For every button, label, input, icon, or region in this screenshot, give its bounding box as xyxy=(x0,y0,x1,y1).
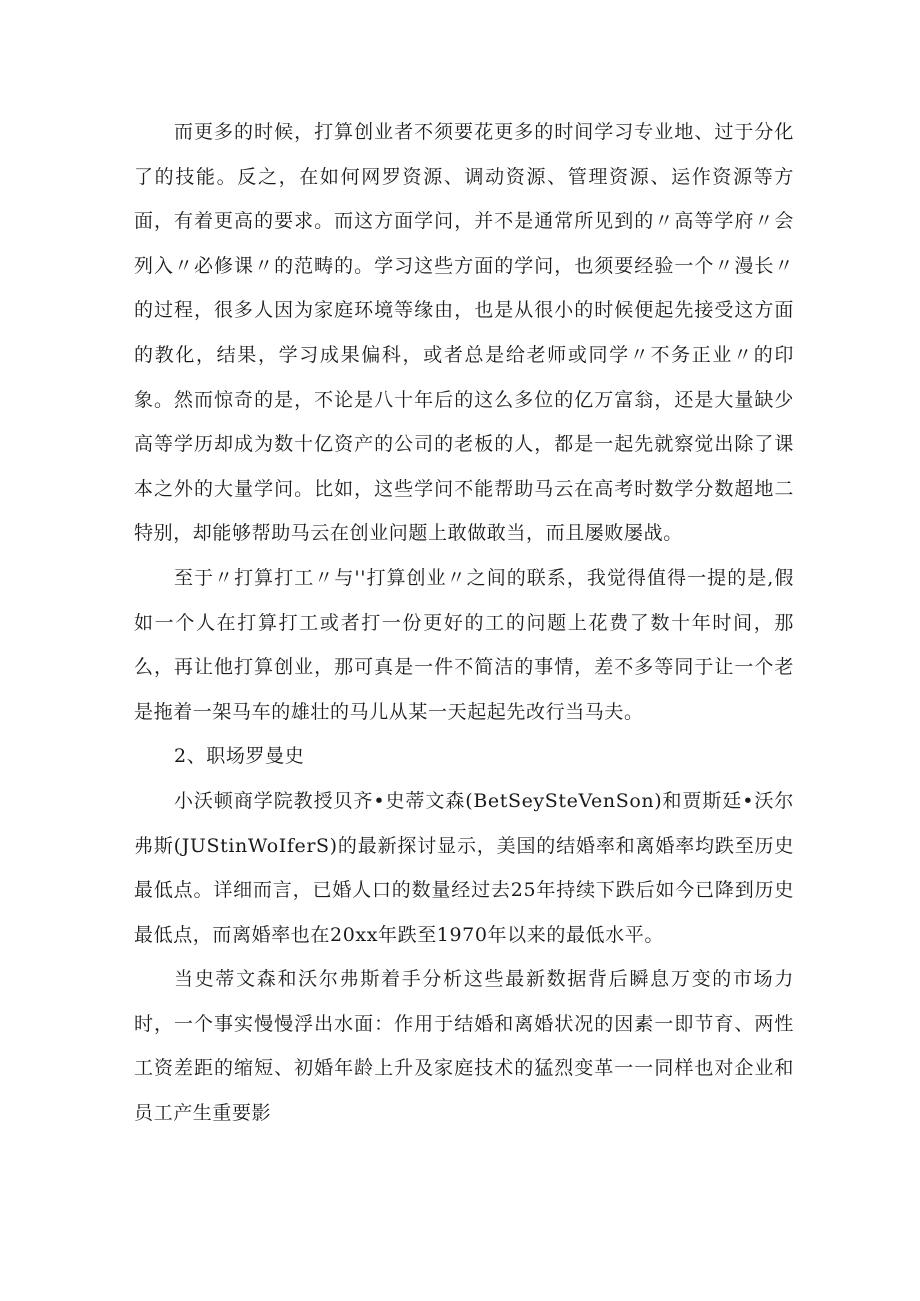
paragraph: 至于〃打算打工〃与''打算创业〃之间的联系，我觉得值得一提的是,假如一个人在打算打工或者打一份更好的工的问题上花费了数十年时间，那么，再让他打算创业，那可真是一件不简洁的事情，差不多等同于让一个老是拖着一架马车的雄壮的马儿从某一天起起先改行当马夫。 xyxy=(134,566,794,723)
paragraph: 当史蒂文森和沃尔弗斯着手分析这些最新数据背后瞬息万变的市场力时，一个事实慢慢浮出水面：作用于结婚和离婚状况的因素一即节育、两性工资差距的缩短、初婚年龄上升及家庭技术的猛烈变革一一同样也对企业和员工产生重要影 xyxy=(134,968,794,1125)
section-heading: 2、职场罗曼史 xyxy=(174,745,305,768)
paragraph: 小沃顿商学院教授贝齐•史蒂文森(BetSeySteVenSon)和贾斯廷•沃尔弗斯(JUStinWoIferS)的最新探讨显示，美国的结婚率和离婚率均跌至历史最低点。详细而言，已婚人口的数量经过去25年持续下跌后如今已降到历史最低点，而离婚率也在20xx年跌至1970年以来的最低水平。 xyxy=(134,789,794,946)
document-body xyxy=(134,110,794,1136)
paragraph: 而更多的时候，打算创业者不须要花更多的时间学习专业地、过于分化了的技能。反之，在如何网罗资源、调动资源、管理资源、运作资源等方面，有着更高的要求。而这方面学问，并不是通常所见到的〃高等学府〃会列入〃必修课〃的范畴的。学习这些方面的学问，也须要经验一个〃漫长〃的过程，很多人因为家庭环境等缘由，也是从很小的时候便起先接受这方面的教化，结果，学习成果偏科，或者总是给老师或同学〃不务正业〃的印象。然而惊奇的是，不论是八十年后的这么多位的亿万富翁，还是大量缺少高等学历却成为数十亿资产的公司的老板的人，都是一起先就察觉出除了课本之外的大量学问。比如，这些学问不能帮助马云在高考时数学分数超地二特别，却能够帮助马云在创业问题上敢做敢当，而且屡败屡战。 xyxy=(134,121,794,545)
